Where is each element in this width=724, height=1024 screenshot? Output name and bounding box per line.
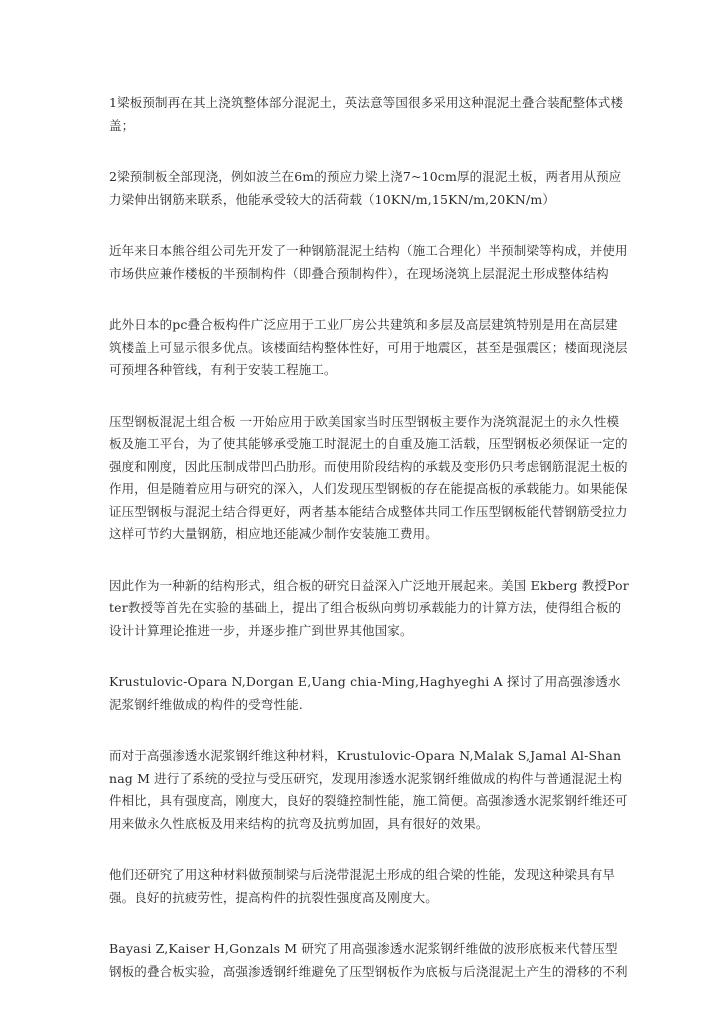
paragraph-4: 此外日本的pc叠合板构件广泛应用于工业厂房公共建筑和多层及高层建筑特别是用在高层建筑楼盖上可显示很多优点。该楼面结构整体性好，可用于地震区，甚至是强震区；楼面现浇层可预埋各种管线，有利于安装工程施工。 bbox=[109, 317, 628, 377]
paragraph-10: Bayasi Z,Kaiser H,Gonzals M 研究了用高强渗透水泥浆钢纤维做的波形底板来代替压型钢板的叠合板实验，高强渗透钢纤维避免了压型钢板作为底板与后浇混泥土产生的滑移的不利 bbox=[109, 941, 628, 979]
paragraph-3: 近年来日本熊谷组公司先开发了一种钢筋混泥土结构（施工合理化）半预制梁等构成，并使用市场供应兼作楼板的半预制构件（即叠合预制构件），在现场浇筑上层混泥土形成整体结构 bbox=[109, 243, 628, 281]
paragraph-9: 他们还研究了用这种材料做预制梁与后浇带混泥土形成的组合梁的性能，发现这种梁具有早强。良好的抗疲劳性，提高构件的抗裂性强度高及刚度大。 bbox=[109, 867, 616, 905]
paragraph-6: 因此作为一种新的结构形式，组合板的研究日益深入广泛地开展起来。美国 Ekberg 教授Porter教授等首先在实验的基础上，提出了组合板纵向剪切承载能力的计算方法，使得组合板的设计计算理论推进一步，并逐步推广到世界其他国家。 bbox=[109, 577, 629, 638]
paragraph-7: Krustulovic-Opara N,Dorgan E,Uang chia-Ming,Haghyeghi A 探讨了用高强渗透水泥浆钢纤维做成的构件的受弯性能. bbox=[109, 674, 621, 712]
paragraph-8: 而对于高强渗透水泥浆钢纤维这种材料，Krustulovic-Opara N,Malak S,Jamal Al-Shannag M 进行了系统的受拉与受压研究，发现用渗透水泥浆钢纤维做成的构件与普通混泥土构件相比，具有强度高，刚度大，良好的裂缝控制性能，施工简便。高强渗透水泥浆钢纤维还可用来做永久性底板及用来结构的抗弯及抗剪加固，具有很好的效果。 bbox=[109, 748, 628, 831]
paragraph-2: 2梁预制板全部现浇，例如波兰在6m的预应力梁上浇7~10cm厚的混泥土板，两者用从预应力梁伸出钢筋来联系，他能承受较大的活荷载（10KN/m,15KN/m,20KN/m） bbox=[109, 169, 622, 207]
paragraph-1: 1梁板预制再在其上浇筑整体部分混泥土，英法意等国很多采用这种混泥土叠合装配整体式楼盖； bbox=[109, 95, 624, 133]
document-body bbox=[109, 92, 629, 1012]
paragraph-5: 压型钢板混泥土组合板 一开始应用于欧美国家当时压型钢板主要作为浇筑混泥土的永久性模板及施工平台，为了使其能够承受施工时混泥土的自重及施工活载，压型钢板必须保证一定的强度和刚度，因此压制成带凹凸肋形。而使用阶段结构的承载及变形仍只考虑钢筋混泥土板的作用，但是随着应用与研究的深入，人们发现压型钢板的存在能提高板的承载能力。如果能保证压型钢板与混泥土结合得更好，两者基本能结合成整体共同工作压型钢板能代替钢筋受拉力这样可节约大量钢筋，相应地还能减少制作安装施工费用。 bbox=[109, 413, 628, 541]
